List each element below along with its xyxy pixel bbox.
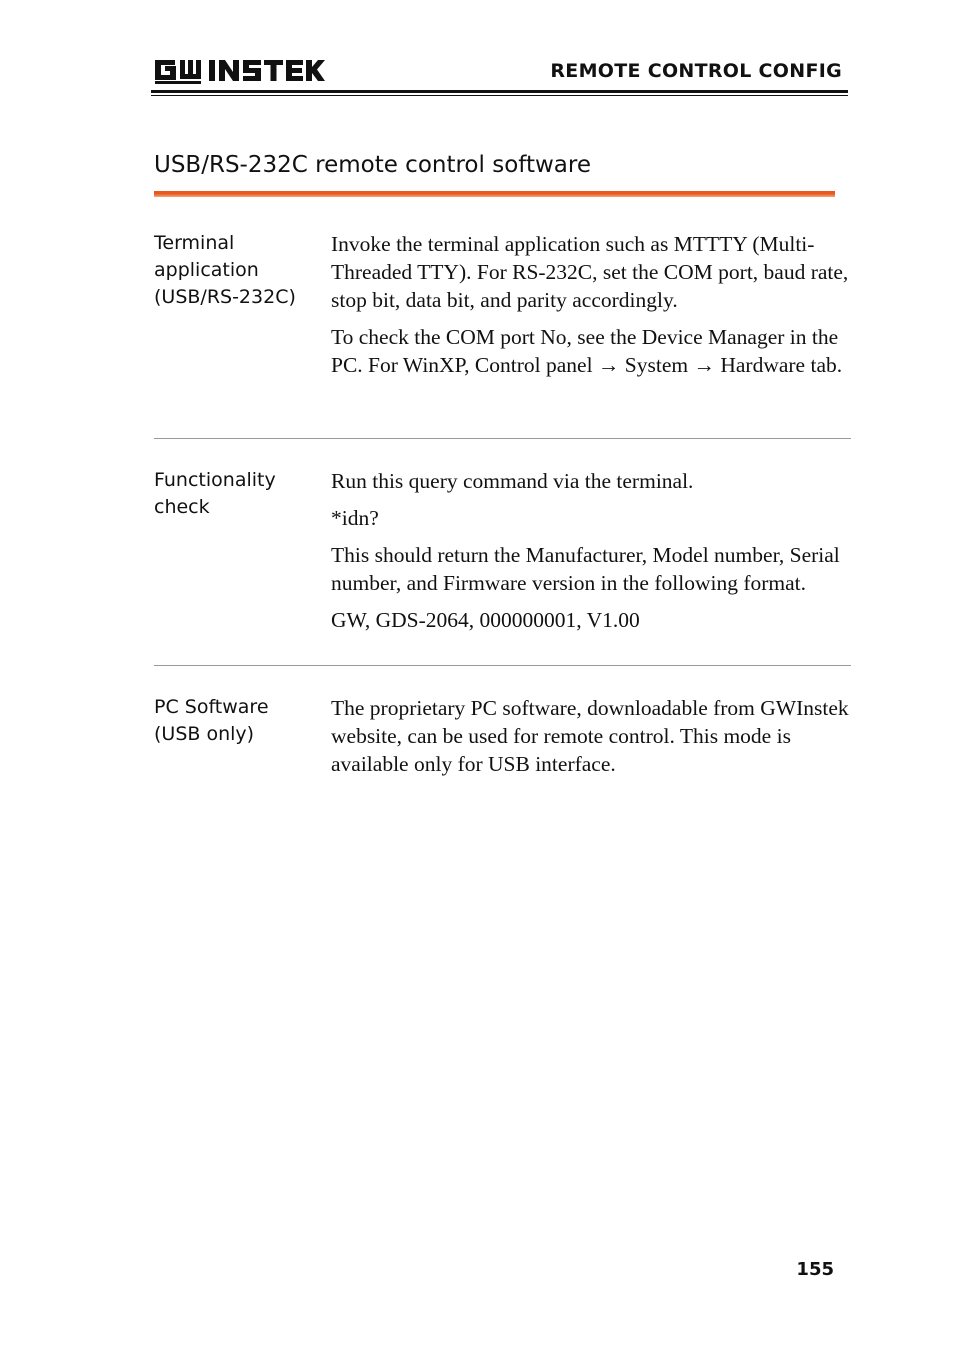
section-title-underline [154,191,835,197]
header-rule-thin [151,95,848,96]
description-paragraph: *idn? [331,506,379,530]
row-divider [154,665,851,666]
row-description [331,694,851,787]
row-label: PC Software (USB only) [154,696,269,745]
row-description [331,467,851,643]
page-number: 155 [796,1259,834,1280]
description-paragraph: Invoke the terminal application such as MTTTY (Multi-Threaded TTY). For RS-232C, set the COM port, baud rate, stop bit, data bit, and parity accordingly. [331,232,849,312]
description-paragraph: GW, GDS-2064, 000000001, V1.00 [331,608,640,632]
header-section-label: REMOTE CONTROL CONFIG [550,60,842,82]
row-label: Terminal application (USB/RS-232C) [154,232,296,308]
description-paragraph: The proprietary PC software, downloadable from GWInstek website, can be used for remote control. This mode is available only for USB interface. [331,696,849,776]
gw-instek-logo [153,56,325,84]
row-label: Functionality check [154,469,276,518]
section-title: USB/RS-232C remote control software [154,152,591,178]
description-paragraph: This should return the Manufacturer, Model number, Serial number, and Firmware version in the following format. [331,543,840,595]
description-paragraph: To check the COM port No, see the Device Manager in the PC. For WinXP, Control panel → System → Hardware tab. [331,325,843,377]
description-paragraph: Run this query command via the terminal. [331,469,694,493]
header-rule-thick [151,90,848,93]
row-divider [154,438,851,439]
row-description [331,230,851,388]
